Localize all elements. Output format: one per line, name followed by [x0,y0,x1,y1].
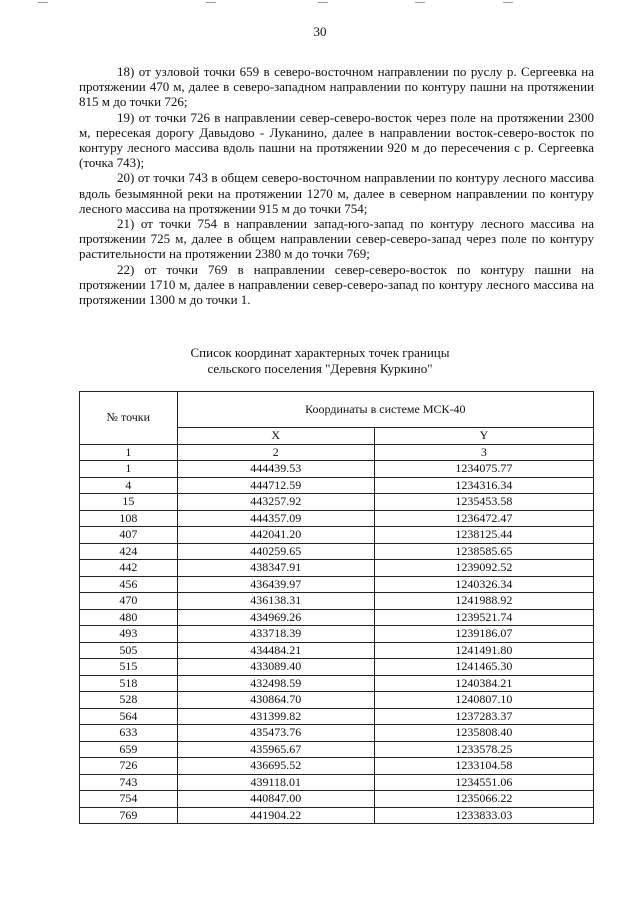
y-coordinate-cell: 1234075.77 [374,461,593,478]
x-coordinate-cell: 432498.59 [177,675,374,692]
table-row [80,494,594,511]
table-row [80,543,594,560]
table-caption [0,345,640,377]
header-x: X [177,428,374,445]
table-row [80,642,594,659]
point-number-cell: 456 [80,576,178,593]
table-row [80,576,594,593]
table-row [80,461,594,478]
y-coordinate-cell: 1239186.07 [374,626,593,643]
x-coordinate-cell: 438347.91 [177,560,374,577]
column-index-cell: 1 [80,444,178,461]
table-row [80,626,594,643]
header-coordinate-system: Координаты в системе МСК-40 [177,392,593,428]
x-coordinate-cell: 430864.70 [177,692,374,709]
x-coordinate-cell: 435473.76 [177,725,374,742]
table-row [80,708,594,725]
x-coordinate-cell: 440259.65 [177,543,374,560]
x-coordinate-cell: 444357.09 [177,510,374,527]
coordinates-body [80,461,594,824]
y-coordinate-cell: 1235066.22 [374,791,593,808]
point-number-cell: 659 [80,741,178,758]
y-coordinate-cell: 1233104.58 [374,758,593,775]
x-coordinate-cell: 434969.26 [177,609,374,626]
point-number-cell: 108 [80,510,178,527]
point-number-cell: 633 [80,725,178,742]
y-coordinate-cell: 1237283.37 [374,708,593,725]
point-number-cell: 480 [80,609,178,626]
y-coordinate-cell: 1234316.34 [374,477,593,494]
paragraph-22: 22) от точки 769 в направлении север-северо-восток по контуру пашни на протяжении 1710 м, далее в направлении север-северо-запад по контуру лесного массива на протяжении 1300 м до точки 1. [79,261,594,308]
table-row [80,593,594,610]
point-number-cell: 15 [80,494,178,511]
paragraph-19: 19) от точки 726 в направлении север-северо-восток через поле на протяжении 2300 м, пересекая дорогу Давыдово - Луканино, далее в направлении восток-северо-восток по контуру лесного массива вдоль пашни на протяжении 920 м до пересечения с р. Сергеевка (точка 743); [79,109,594,171]
table-row [80,807,594,824]
header-point-number: № точки [80,392,178,445]
paragraph-18: 18) от узловой точки 659 в северо-восточном направлении по руслу р. Сергеевка на протяжении 470 м, далее в северо-западном направлении по контуру пашни на протяжении 815 м до точки 726; [79,64,594,110]
y-coordinate-cell: 1235808.40 [374,725,593,742]
y-coordinate-cell: 1235453.58 [374,494,593,511]
caption-line-2: сельского поселения "Деревня Куркино" [207,361,433,376]
point-number-cell: 424 [80,543,178,560]
x-coordinate-cell: 436439.97 [177,576,374,593]
x-coordinate-cell: 442041.20 [177,527,374,544]
y-coordinate-cell: 1234551.06 [374,774,593,791]
y-coordinate-cell: 1240807.10 [374,692,593,709]
point-number-cell: 407 [80,527,178,544]
point-number-cell: 754 [80,791,178,808]
table-row [80,609,594,626]
point-number-cell: 4 [80,477,178,494]
paragraph-21: 21) от точки 754 в направлении запад-юго-запад по контуру лесного массива на протяжении 725 м, далее в общем направлении север-северо-запад через поле по контуру растительности на протяжении 2380 м до точки 769; [79,216,594,262]
y-coordinate-cell: 1238585.65 [374,543,593,560]
y-coordinate-cell: 1241465.30 [374,659,593,676]
y-coordinate-cell: 1240326.34 [374,576,593,593]
point-number-cell: 726 [80,758,178,775]
coordinates-table [79,391,594,824]
point-number-cell: 505 [80,642,178,659]
table-row [80,774,594,791]
point-number-cell: 442 [80,560,178,577]
y-coordinate-cell: 1239521.74 [374,609,593,626]
y-coordinate-cell: 1233833.03 [374,807,593,824]
x-coordinate-cell: 431399.82 [177,708,374,725]
table-row [80,725,594,742]
table-row [80,692,594,709]
table-row [80,741,594,758]
table-row [80,560,594,577]
point-number-cell: 470 [80,593,178,610]
point-number-cell: 1 [80,461,178,478]
x-coordinate-cell: 436695.52 [177,758,374,775]
x-coordinate-cell: 433718.39 [177,626,374,643]
table-row [80,758,594,775]
y-coordinate-cell: 1238125.44 [374,527,593,544]
point-number-cell: 769 [80,807,178,824]
boundary-description [79,64,594,307]
y-coordinate-cell: 1241491.80 [374,642,593,659]
y-coordinate-cell: 1241988.92 [374,593,593,610]
y-coordinate-cell: 1240384.21 [374,675,593,692]
page-number: 30 [313,24,327,39]
x-coordinate-cell: 444712.59 [177,477,374,494]
table-row [80,675,594,692]
table-row [80,659,594,676]
point-number-cell: 515 [80,659,178,676]
x-coordinate-cell: 444439.53 [177,461,374,478]
x-coordinate-cell: 441904.22 [177,807,374,824]
y-coordinate-cell: 1239092.52 [374,560,593,577]
point-number-cell: 493 [80,626,178,643]
x-coordinate-cell: 440847.00 [177,791,374,808]
point-number-cell: 528 [80,692,178,709]
table-row [80,510,594,527]
table-row [80,791,594,808]
paragraph-20: 20) от точки 743 в общем северо-восточном направлении по контуру лесного массива вдоль безымянной реки на протяжении 1270 м, далее в северном направлении по контуру лесного массива на протяжении 915 м до точки 754; [79,170,594,216]
x-coordinate-cell: 435965.67 [177,741,374,758]
x-coordinate-cell: 434484.21 [177,642,374,659]
caption-line-1: Список координат характерных точек границы [190,345,450,360]
point-number-cell: 564 [80,708,178,725]
header-y: Y [374,428,593,445]
point-number-cell: 518 [80,675,178,692]
x-coordinate-cell: 433089.40 [177,659,374,676]
table-row [80,477,594,494]
column-index-row [80,444,594,461]
table-row [80,527,594,544]
y-coordinate-cell: 1236472.47 [374,510,593,527]
scan-edge-marks [0,0,640,6]
point-number-cell: 743 [80,774,178,791]
x-coordinate-cell: 436138.31 [177,593,374,610]
y-coordinate-cell: 1233578.25 [374,741,593,758]
column-index-cell: 3 [374,444,593,461]
x-coordinate-cell: 439118.01 [177,774,374,791]
column-index-cell: 2 [177,444,374,461]
x-coordinate-cell: 443257.92 [177,494,374,511]
